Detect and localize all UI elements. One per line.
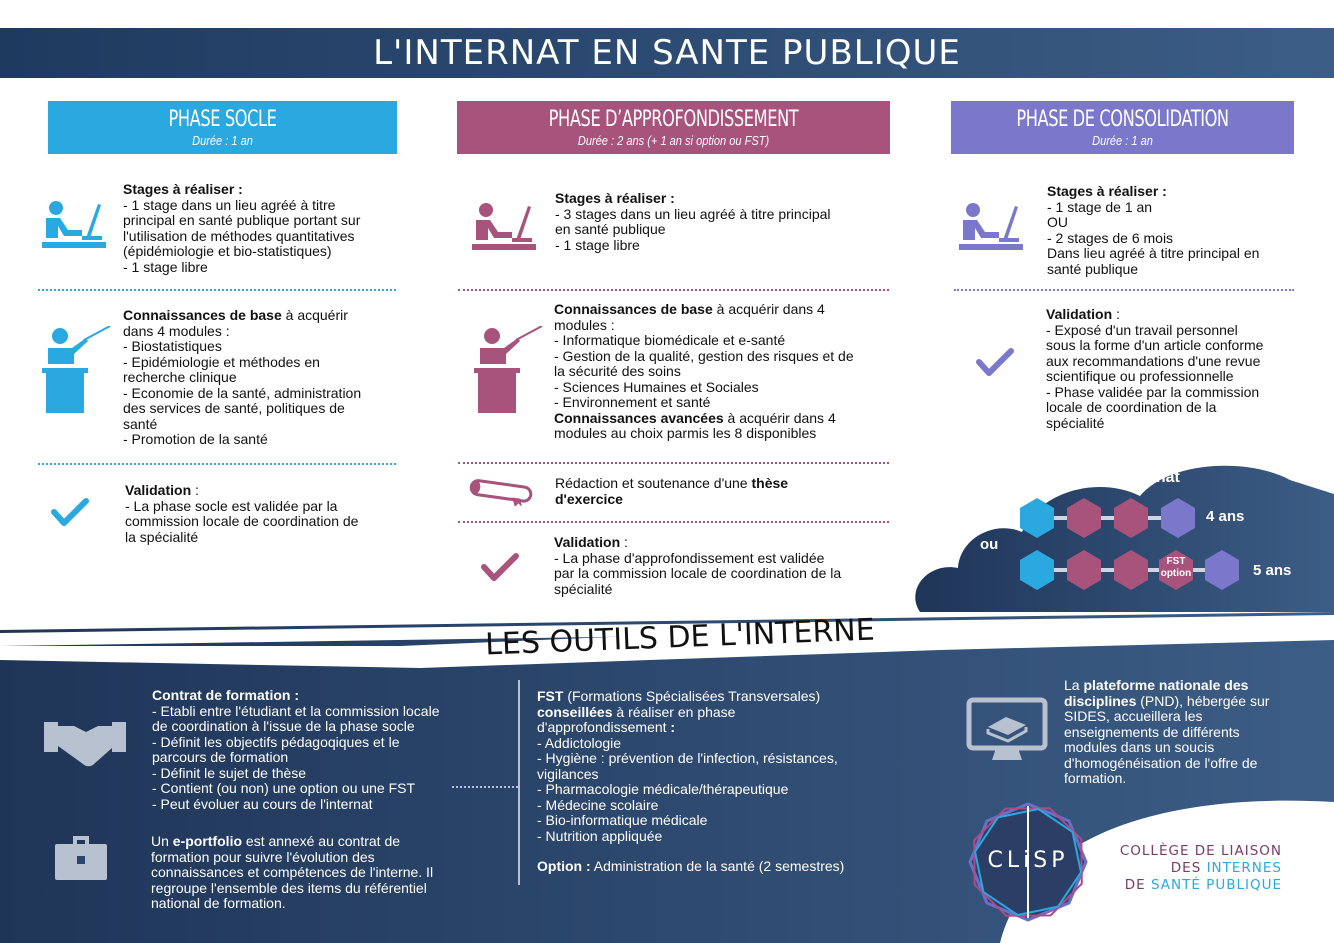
desk-worker-icon: [957, 198, 1025, 256]
validation-line: spécialité: [554, 580, 613, 597]
portfolio-text: est annexé au contrat de: [242, 833, 401, 849]
fst-section: [537, 689, 907, 875]
socle-knowledge: [123, 308, 413, 448]
validation-line: locale de coordination de la: [1046, 399, 1217, 415]
page-title: L'INTERNAT EN SANTE PUBLIQUE: [373, 33, 961, 73]
duree-5ans: 5 ans: [1253, 562, 1292, 579]
contrat-line: - Etabli entre l'étudiant et la commission locale: [152, 702, 440, 719]
contrat-line: parcours de formation: [152, 749, 289, 765]
stages-title: Stages à réaliser :: [555, 190, 675, 206]
phase-title: PHASE DE CONSOLIDATION: [1016, 107, 1229, 132]
these-bold: thèse: [751, 475, 789, 491]
logo-text: SANTÉ PUBLIQUE: [1150, 877, 1282, 893]
handshake-icon: [44, 716, 126, 774]
fst-item: - Addictologie: [537, 734, 622, 751]
duree-title: Durée de l'internat: [1040, 469, 1180, 486]
phase-duration: Durée : 1 an: [1092, 133, 1153, 148]
validation-title: Validation: [125, 482, 192, 498]
clisp-logo-text: CLiSP: [987, 848, 1069, 873]
knowledge-line: - Promotion de la santé: [123, 431, 268, 447]
validation-colon: :: [1112, 306, 1120, 322]
fst-text: (Formations Spécialisées Transversales): [563, 688, 821, 704]
knowledge-line: modules :: [554, 316, 615, 333]
consol-validation: [1046, 307, 1316, 431]
divider: [954, 289, 1294, 291]
knowledge-line: - Gestion de la qualité, gestion des risques et de: [554, 347, 854, 364]
desk-worker-icon: [470, 198, 538, 256]
knowledge-line: - Economie de la santé, administration: [123, 384, 362, 401]
divider: [458, 289, 889, 291]
advanced-title: Connaissances avancées: [554, 409, 724, 426]
these-bold: d'exercice: [555, 490, 623, 507]
stage-line: en santé publique: [555, 221, 666, 237]
contrat-formation: [152, 688, 497, 812]
portfolio-line: regroupe l'ensemble des items du référentiel: [151, 879, 427, 896]
phase-duration: Durée : 2 ans (+ 1 an si option ou FST): [577, 133, 770, 148]
knowledge-line: recherche clinique: [123, 369, 237, 385]
appro-stages: [555, 191, 885, 253]
checkmark-icon: [975, 347, 1015, 377]
pnd-text: (PND), hébergée sur: [1136, 692, 1270, 709]
fst-option-hex-label: [1156, 556, 1196, 580]
stages-title: Stages à réaliser :: [1047, 183, 1167, 199]
fst-item: - Pharmacologie médicale/thérapeutique: [537, 781, 789, 797]
tools-title: LES OUTILS DE L'INTERNE: [484, 612, 876, 663]
stage-line: Dans lieu agréé à titre principal en: [1047, 245, 1260, 261]
e-portfolio: [151, 834, 496, 912]
knowledge-title: Connaissances de base: [554, 301, 713, 317]
briefcase-icon: [55, 834, 107, 882]
contrat-line: - Peut évoluer au cours de l'internat: [152, 795, 373, 812]
pnd-line: formation.: [1064, 770, 1127, 786]
column-divider: [518, 680, 520, 885]
these-text: Rédaction et soutenance d'une: [555, 475, 752, 491]
logo-text: DE: [1124, 877, 1151, 893]
pnd-bold: plateforme nationale des: [1083, 677, 1249, 693]
validation-line: par la commission locale de coordination de la: [554, 565, 842, 581]
stage-line: - 2 stages de 6 mois: [1047, 229, 1174, 246]
phase-consol-header: [951, 101, 1294, 154]
fst-bold: :: [666, 719, 676, 735]
knowledge-title-rest: à acquérir: [281, 307, 348, 323]
pnd-text: La: [1064, 677, 1084, 693]
fst-label: FST: [1166, 556, 1186, 567]
knowledge-line: des services de santé, politiques de: [123, 400, 345, 416]
pnd-line: d'homogénéisation de l'offre de: [1064, 754, 1258, 771]
fst-item: vigilances: [537, 765, 599, 782]
fst-bold: conseillées: [537, 703, 613, 720]
option-label: option: [1160, 568, 1192, 579]
desk-worker-icon: [40, 196, 108, 254]
validation-line: - Phase validée par la commission: [1046, 383, 1260, 400]
teacher-icon: [472, 326, 544, 414]
knowledge-line: - Informatique biomédicale et e-santé: [554, 332, 786, 348]
stage-line: (épidémiologie et bio-statistiques): [123, 243, 332, 259]
stage-line: - 3 stages dans un lieu agréé à titre principal: [555, 205, 831, 222]
socle-stages: [123, 182, 403, 275]
fst-item: - Nutrition appliquée: [537, 827, 663, 844]
validation-line: sous la forme d'un article conforme: [1046, 337, 1264, 353]
knowledge-line: - Sciences Humaines et Sociales: [554, 378, 759, 395]
fst-text: à réaliser en phase: [612, 703, 736, 720]
stage-line: principal en santé publique portant sur: [123, 212, 361, 228]
contrat-line: - Définit les objectifs pédagoqiques et le: [152, 733, 400, 750]
validation-line: commission locale de coordination de: [125, 513, 359, 529]
fst-connector: [452, 786, 518, 788]
stage-line: l'utilisation de méthodes quantitatives: [123, 227, 355, 244]
phase-title: PHASE SOCLE: [168, 107, 277, 132]
advanced-title-rest: à acquérir dans 4: [723, 409, 836, 426]
knowledge-line: - Epidémiologie et méthodes en: [123, 353, 320, 370]
pnd-line: modules dans un soucis: [1064, 739, 1215, 755]
logo-text: DES: [1170, 860, 1207, 876]
pnd-line: enseignements de différents: [1064, 723, 1240, 740]
logo-line: COLLÈGE DE LIAISON: [1119, 843, 1282, 859]
knowledge-line: santé: [123, 415, 158, 432]
clisp-logo-wordmark: [1106, 843, 1282, 894]
phase-title: PHASE D’APPROFONDISSEMENT: [548, 107, 799, 132]
stage-line: santé publique: [1047, 260, 1139, 277]
stage-line: - 1 stage libre: [123, 258, 208, 275]
contrat-line: de coordination à l'issue de la phase socle: [152, 718, 415, 734]
duree-4ans: 4 ans: [1206, 508, 1245, 525]
logo-text: INTERNES: [1206, 860, 1282, 876]
appro-knowledge: [554, 302, 894, 442]
contrat-line: - Définit le sujet de thèse: [152, 764, 307, 781]
knowledge-line: dans 4 modules :: [123, 322, 230, 339]
fst-item: - Bio-informatique médicale: [537, 812, 708, 828]
validation-line: - La phase socle est validée par la: [125, 497, 338, 514]
knowledge-title: Connaissances de base: [123, 307, 282, 323]
teacher-icon: [40, 326, 112, 414]
duree-ou: ou: [980, 536, 999, 553]
validation-line: scientifique ou professionnelle: [1046, 368, 1234, 384]
validation-title: Validation: [554, 534, 621, 550]
stage-line: OU: [1047, 214, 1068, 230]
knowledge-line: - Environnement et santé: [554, 394, 711, 410]
stages-title: Stages à réaliser :: [123, 181, 243, 197]
validation-colon: :: [191, 482, 199, 498]
validation-line: - Exposé d'un travail personnel: [1046, 321, 1238, 338]
phase-socle-header: [48, 101, 397, 154]
phase-appro-header: [457, 101, 890, 154]
knowledge-line: la sécurité des soins: [554, 363, 681, 379]
contrat-line: - Contient (ou non) une option ou une FST: [152, 780, 416, 796]
pnd-bold: disciplines: [1064, 692, 1137, 709]
stage-line: - 1 stage de 1 an: [1047, 198, 1153, 215]
portfolio-text: Un: [151, 833, 173, 849]
stage-line: - 1 stage dans un lieu agréé à titre: [123, 196, 336, 213]
fst-text: d'approfondissement: [537, 719, 667, 735]
consol-stages: [1047, 184, 1317, 277]
pnd-line: SIDES, accueillera les: [1064, 708, 1203, 724]
validation-title: Validation: [1046, 306, 1113, 322]
knowledge-title-rest: à acquérir dans 4: [712, 301, 825, 317]
portfolio-line: connaissances et compétences de l'interne. Il: [151, 864, 434, 880]
fst-item: - Hygiène : prévention de l'infection, résistances,: [537, 750, 838, 766]
monitor-book-icon: [966, 697, 1048, 765]
knowledge-line: - Biostatistiques: [123, 338, 222, 354]
validation-line: aux recommandations d'une revue: [1046, 352, 1261, 369]
portfolio-bold: e-portfolio: [172, 833, 243, 849]
pnd-section: [1064, 678, 1304, 787]
stage-line: - 1 stage libre: [555, 236, 640, 253]
validation-colon: :: [620, 534, 628, 550]
option-bold: Option :: [537, 858, 591, 874]
advanced-line: modules au choix parmis les 8 disponibles: [554, 425, 817, 441]
portfolio-line: formation pour suivre l'évolution des: [151, 848, 375, 865]
contrat-title: Contrat de formation :: [152, 687, 299, 703]
validation-line: spécialité: [1046, 414, 1105, 431]
fst-item: - Médecine scolaire: [537, 796, 659, 813]
validation-line: - La phase d'approfondissement est validée: [554, 549, 825, 566]
hex-row-2: [1020, 550, 1239, 590]
portfolio-line: national de formation.: [151, 895, 286, 911]
phase-duration: Durée : 1 an: [192, 133, 253, 148]
option-text: Administration de la santé (2 semestres): [590, 858, 845, 874]
validation-line: la spécialité: [125, 528, 199, 545]
fst-bold: FST: [537, 688, 564, 704]
divider: [38, 289, 396, 291]
